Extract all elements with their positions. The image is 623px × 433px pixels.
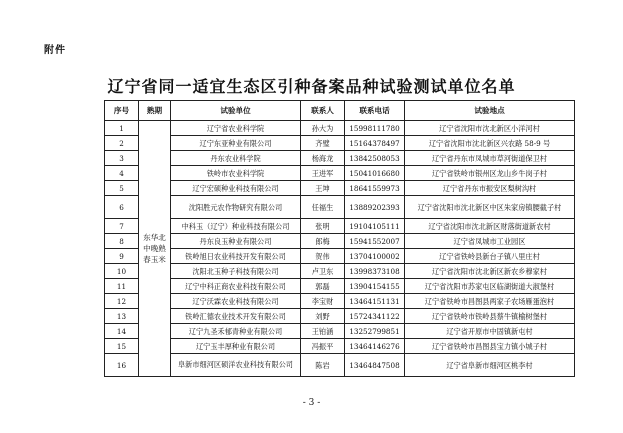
- row-unit: 辽宁宏硕种业科技有限公司: [171, 181, 301, 196]
- row-phone: 13889202393: [345, 196, 405, 219]
- row-phone: 15724341122: [345, 309, 405, 324]
- table-row: [105, 219, 575, 234]
- table-row: [105, 151, 575, 166]
- row-contact: 齐璧: [301, 136, 345, 151]
- row-serial: 11: [105, 279, 139, 294]
- row-serial: 7: [105, 219, 139, 234]
- row-serial: 3: [105, 151, 139, 166]
- row-phone: 13252799851: [345, 324, 405, 339]
- table-row: [105, 264, 575, 279]
- row-phone: 13464151131: [345, 294, 405, 309]
- row-unit: 辽宁东亚种业有限公司: [171, 136, 301, 151]
- row-contact: 李宝财: [301, 294, 345, 309]
- row-phone: 13704100002: [345, 249, 405, 264]
- table-row: [105, 166, 575, 181]
- row-contact: 任福生: [301, 196, 345, 219]
- row-unit: 辽宁沃霖农业科技有限公司: [171, 294, 301, 309]
- row-unit: 辽宁中科正商农业科技有限公司: [171, 279, 301, 294]
- row-site: 辽宁省铁岭县新台子镇八里庄村: [405, 249, 575, 264]
- attachment-label: 附件: [44, 45, 66, 56]
- row-phone: 13464847508: [345, 354, 405, 377]
- table-row: [105, 121, 575, 136]
- row-contact: 郎梅: [301, 234, 345, 249]
- row-serial: 4: [105, 166, 139, 181]
- row-phone: 19104105111: [345, 219, 405, 234]
- row-phone: 15941552007: [345, 234, 405, 249]
- table-row: [105, 354, 575, 377]
- row-serial: 1: [105, 121, 139, 136]
- test-unit-table: [104, 100, 575, 377]
- table-row: [105, 234, 575, 249]
- row-unit: 辽宁省农业科学院: [171, 121, 301, 136]
- row-site: 辽宁省丹东市振安区梨树沟村: [405, 181, 575, 196]
- row-unit: 铁岭汇德农业技术开发有限公司: [171, 309, 301, 324]
- row-unit: 铁岭旭日农业科技开发有限公司: [171, 249, 301, 264]
- table-row: [105, 279, 575, 294]
- row-contact: 冯振平: [301, 339, 345, 354]
- column-header-contact: 联系人: [301, 101, 345, 121]
- row-contact: 贺伟: [301, 249, 345, 264]
- row-serial: 9: [105, 249, 139, 264]
- row-serial: 14: [105, 324, 139, 339]
- row-site: 辽宁省开原市中固镇新屯村: [405, 324, 575, 339]
- row-serial: 12: [105, 294, 139, 309]
- row-contact: 刘野: [301, 309, 345, 324]
- row-site: 辽宁省铁岭市铁岭县蔡牛镇榆树堡村: [405, 309, 575, 324]
- table-row: [105, 324, 575, 339]
- row-phone: 15998111780: [345, 121, 405, 136]
- row-site: 辽宁省沈阳市沈北新区小洋河村: [405, 121, 575, 136]
- row-unit: 辽宁玉丰厚种业有限公司: [171, 339, 301, 354]
- row-unit: 沈阳北玉种子科技有限公司: [171, 264, 301, 279]
- row-serial: 13: [105, 309, 139, 324]
- column-header-serial: 序号: [105, 101, 139, 121]
- document-title: 辽宁省同一适宜生态区引种备案品种试验测试单位名单: [107, 77, 516, 96]
- column-header-phone: 联系电话: [345, 101, 405, 121]
- row-phone: 15041016680: [345, 166, 405, 181]
- row-contact: 张明: [301, 219, 345, 234]
- row-serial: 6: [105, 196, 139, 219]
- row-unit: 丹东农业科学院: [171, 151, 301, 166]
- row-contact: 王进军: [301, 166, 345, 181]
- row-unit: 铁岭市农业科学院: [171, 166, 301, 181]
- row-site: 辽宁省沈阳市沈北新区中区朱家房镇腰截子村: [405, 196, 575, 219]
- table-header-row: [105, 101, 575, 121]
- row-unit: 中科玉（辽宁）种业科技有限公司: [171, 219, 301, 234]
- row-unit: 丹东良玉种业有限公司: [171, 234, 301, 249]
- table-row: [105, 249, 575, 264]
- column-header-site: 试验地点: [405, 101, 575, 121]
- row-site: 辽宁省铁岭市银州区龙山乡牛岗子村: [405, 166, 575, 181]
- row-serial: 15: [105, 339, 139, 354]
- row-phone: 13842508053: [345, 151, 405, 166]
- row-phone: 13998373108: [345, 264, 405, 279]
- row-serial: 10: [105, 264, 139, 279]
- page-number: - 3 -: [302, 398, 321, 408]
- row-serial: 2: [105, 136, 139, 151]
- row-site: 辽宁省凤城市工业园区: [405, 234, 575, 249]
- row-phone: 15164378497: [345, 136, 405, 151]
- row-unit: 辽宁九圣禾郁青种业有限公司: [171, 324, 301, 339]
- row-site: 辽宁省丹东市凤城市草河街道保卫村: [405, 151, 575, 166]
- row-site: 辽宁省沈阳市沈北新区财落街道新农村: [405, 219, 575, 234]
- row-phone: 18641559973: [345, 181, 405, 196]
- row-contact: 陈岩: [301, 354, 345, 377]
- row-contact: 郭磊: [301, 279, 345, 294]
- table-row: [105, 181, 575, 196]
- table-row: [105, 309, 575, 324]
- maturity-region: 东华北中晚熟春玉米: [139, 121, 171, 377]
- row-contact: 孙大为: [301, 121, 345, 136]
- row-contact: 杨海龙: [301, 151, 345, 166]
- table-row: [105, 196, 575, 219]
- row-contact: 卢卫东: [301, 264, 345, 279]
- row-site: 辽宁省沈阳市苏家屯区临湖街道大淑堡村: [405, 279, 575, 294]
- row-site: 辽宁省沈阳市沈北新区兴农路 58-9 号: [405, 136, 575, 151]
- column-header-maturity: 熟期: [139, 101, 171, 121]
- table-row: [105, 339, 575, 354]
- table-row: [105, 294, 575, 309]
- row-serial: 5: [105, 181, 139, 196]
- row-serial: 16: [105, 354, 139, 377]
- row-site: 辽宁省沈阳市沈北新区新农乡穆家村: [405, 264, 575, 279]
- row-site: 辽宁省铁岭市昌图县两家子农场雁蛋泡村: [405, 294, 575, 309]
- row-serial: 8: [105, 234, 139, 249]
- table-row: [105, 136, 575, 151]
- row-unit: 阜新市细河区硕洋农业科技有限公司: [171, 354, 301, 377]
- row-contact: 王坤: [301, 181, 345, 196]
- row-phone: 13464146276: [345, 339, 405, 354]
- row-phone: 13904154155: [345, 279, 405, 294]
- row-site: 辽宁省铁岭市昌图县宝力镇小城子村: [405, 339, 575, 354]
- row-site: 辽宁省阜新市细河区桃李村: [405, 354, 575, 377]
- row-contact: 王铂涵: [301, 324, 345, 339]
- row-unit: 沈阳胜元农作物研究有限公司: [171, 196, 301, 219]
- column-header-unit: 试验单位: [171, 101, 301, 121]
